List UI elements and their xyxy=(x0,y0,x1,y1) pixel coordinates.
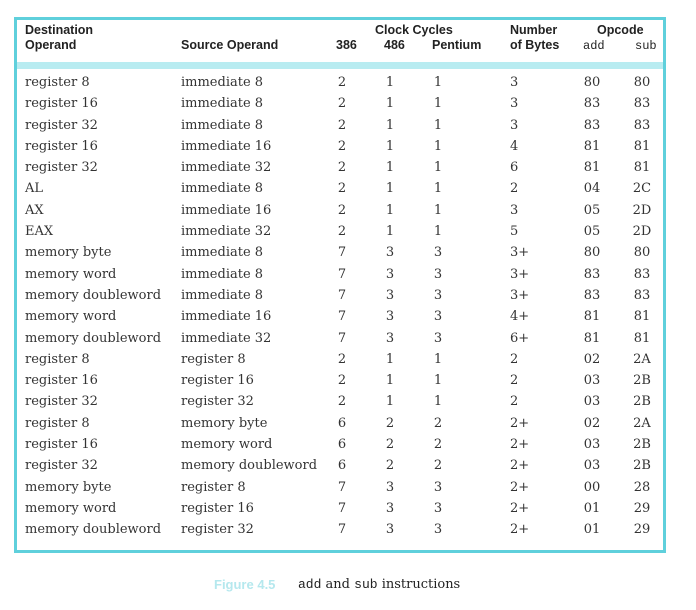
cycles-pentium-cell: 1 xyxy=(433,117,443,133)
opcode-add-cell: 03 xyxy=(583,458,601,474)
cycles-486-cell: 3 xyxy=(385,479,395,495)
table-row xyxy=(17,72,663,93)
bytes-cell: 2+ xyxy=(510,437,530,453)
opcode-sub-cell: 83 xyxy=(633,266,651,282)
bytes-cell: 3 xyxy=(510,117,519,133)
cycles-486-cell: 2 xyxy=(385,437,395,453)
dest-cell: register 8 xyxy=(25,351,90,367)
cycles-pentium-cell: 1 xyxy=(433,373,443,389)
source-cell: register 16 xyxy=(181,373,254,389)
source-cell: immediate 32 xyxy=(181,330,272,346)
table-row xyxy=(17,434,663,455)
cycles-386-cell: 2 xyxy=(337,75,347,90)
opcode-sub-cell: 83 xyxy=(633,287,651,303)
header-destination xyxy=(25,23,93,53)
source-cell: memory word xyxy=(181,437,273,453)
cycles-pentium-cell: 3 xyxy=(433,330,443,346)
source-cell: register 8 xyxy=(181,351,246,367)
cycles-pentium-cell: 3 xyxy=(433,309,443,325)
header-opcode: Opcode xyxy=(597,23,644,37)
cycles-486-cell: 3 xyxy=(385,287,395,303)
cycles-386-cell: 2 xyxy=(337,117,347,133)
table-row xyxy=(17,115,663,136)
cycles-pentium-cell: 2 xyxy=(433,458,443,474)
bytes-cell: 3 xyxy=(510,202,519,218)
cycles-pentium-cell: 1 xyxy=(433,138,443,154)
table-row xyxy=(17,349,663,370)
source-cell: immediate 8 xyxy=(181,75,264,90)
table-row xyxy=(17,455,663,476)
cycles-486-cell: 1 xyxy=(385,160,395,176)
opcode-sub-cell: 83 xyxy=(633,117,651,133)
dest-cell: register 16 xyxy=(25,138,98,154)
source-cell: immediate 8 xyxy=(181,287,264,303)
table-row xyxy=(17,519,663,540)
opcode-add-cell: 01 xyxy=(583,500,601,516)
table-row xyxy=(17,328,663,349)
figure-label: Figure 4.5 xyxy=(214,577,276,592)
table-row xyxy=(17,477,663,498)
table-row xyxy=(17,498,663,519)
source-cell: immediate 8 xyxy=(181,245,264,261)
cycles-386-cell: 2 xyxy=(337,96,347,112)
opcode-add-cell: 00 xyxy=(583,479,601,495)
opcode-add-cell: 83 xyxy=(583,287,601,303)
cycles-486-cell: 3 xyxy=(385,500,395,516)
header-opcode-sub: sub xyxy=(635,39,657,53)
caption-sub: sub xyxy=(354,577,378,592)
bytes-cell: 3 xyxy=(510,75,519,90)
opcode-sub-cell: 2B xyxy=(633,458,651,474)
dest-cell: register 32 xyxy=(25,160,98,176)
cycles-386-cell: 2 xyxy=(337,181,347,197)
source-cell: immediate 16 xyxy=(181,309,272,325)
bytes-cell: 6+ xyxy=(510,330,530,346)
cycles-pentium-cell: 1 xyxy=(433,75,443,90)
cycles-386-cell: 2 xyxy=(337,202,347,218)
opcode-add-cell: 81 xyxy=(583,330,601,346)
cycles-pentium-cell: 3 xyxy=(433,287,443,303)
cycles-486-cell: 1 xyxy=(385,138,395,154)
opcode-sub-cell: 80 xyxy=(633,75,651,90)
source-cell: immediate 8 xyxy=(181,117,264,133)
opcode-sub-cell: 2B xyxy=(633,394,651,410)
header-opcode-add: add xyxy=(583,39,605,53)
opcode-add-cell: 83 xyxy=(583,96,601,112)
cycles-486-cell: 2 xyxy=(385,458,395,474)
caption-and: and xyxy=(325,577,350,592)
opcode-add-cell: 03 xyxy=(583,394,601,410)
opcode-add-cell: 83 xyxy=(583,266,601,282)
table-row xyxy=(17,93,663,114)
dest-cell: register 32 xyxy=(25,458,98,474)
header-source: Source Operand xyxy=(181,38,279,52)
opcode-add-cell: 02 xyxy=(583,415,601,431)
cycles-486-cell: 1 xyxy=(385,117,395,133)
source-cell: immediate 8 xyxy=(181,181,264,197)
dest-cell: register 16 xyxy=(25,373,98,389)
opcode-add-cell: 80 xyxy=(583,75,601,90)
cycles-pentium-cell: 3 xyxy=(433,266,443,282)
cycles-386-cell: 2 xyxy=(337,160,347,176)
cycles-pentium-cell: 1 xyxy=(433,202,443,218)
bytes-cell: 2+ xyxy=(510,500,530,516)
header-destination-line1: Destination xyxy=(25,23,94,37)
opcode-sub-cell: 81 xyxy=(633,309,651,325)
bytes-cell: 3+ xyxy=(510,266,530,282)
dest-cell: memory doubleword xyxy=(25,330,162,346)
table-row xyxy=(17,157,663,178)
bytes-cell: 3+ xyxy=(510,287,530,303)
opcode-sub-cell: 28 xyxy=(633,479,651,495)
source-cell: register 32 xyxy=(181,522,254,538)
opcode-sub-cell: 2A xyxy=(633,415,651,431)
table-row xyxy=(17,136,663,157)
header-pentium: Pentium xyxy=(432,38,482,52)
dest-cell: AX xyxy=(25,202,44,218)
opcode-sub-cell: 2B xyxy=(633,437,651,453)
table-row xyxy=(17,285,663,306)
source-cell: memory doubleword xyxy=(181,458,318,474)
opcode-sub-cell: 29 xyxy=(633,500,651,516)
bytes-cell: 6 xyxy=(510,160,519,176)
dest-cell: register 16 xyxy=(25,437,98,453)
cycles-386-cell: 7 xyxy=(337,330,347,346)
dest-cell: memory word xyxy=(25,266,117,282)
source-cell: register 16 xyxy=(181,500,254,516)
cycles-386-cell: 2 xyxy=(337,224,347,240)
opcode-sub-cell: 29 xyxy=(633,522,651,538)
bytes-cell: 2 xyxy=(510,373,519,389)
cycles-pentium-cell: 1 xyxy=(433,351,443,367)
cycles-pentium-cell: 1 xyxy=(433,96,443,112)
opcode-add-cell: 04 xyxy=(583,181,601,197)
opcode-add-cell: 05 xyxy=(583,224,601,240)
dest-cell: register 8 xyxy=(25,75,90,90)
opcode-add-cell: 81 xyxy=(583,160,601,176)
instruction-table xyxy=(14,17,666,553)
bytes-cell: 2+ xyxy=(510,415,530,431)
cycles-486-cell: 3 xyxy=(385,266,395,282)
cycles-486-cell: 1 xyxy=(385,373,395,389)
dest-cell: register 32 xyxy=(25,394,98,410)
dest-cell: memory doubleword xyxy=(25,287,162,303)
bytes-cell: 3 xyxy=(510,96,519,112)
source-cell: memory byte xyxy=(181,415,268,431)
cycles-pentium-cell: 1 xyxy=(433,181,443,197)
cycles-386-cell: 7 xyxy=(337,287,347,303)
cycles-486-cell: 1 xyxy=(385,75,395,90)
source-cell: immediate 8 xyxy=(181,96,264,112)
opcode-sub-cell: 81 xyxy=(633,138,651,154)
cycles-386-cell: 7 xyxy=(337,266,347,282)
cycles-pentium-cell: 1 xyxy=(433,160,443,176)
caption-add: add xyxy=(298,577,322,592)
cycles-386-cell: 2 xyxy=(337,394,347,410)
cycles-486-cell: 2 xyxy=(385,415,395,431)
source-cell: immediate 16 xyxy=(181,202,272,218)
cycles-pentium-cell: 3 xyxy=(433,245,443,261)
cycles-386-cell: 2 xyxy=(337,373,347,389)
dest-cell: register 32 xyxy=(25,117,98,133)
opcode-sub-cell: 2D xyxy=(632,224,652,240)
cycles-486-cell: 3 xyxy=(385,309,395,325)
cycles-386-cell: 7 xyxy=(337,522,347,538)
cycles-pentium-cell: 2 xyxy=(433,437,443,453)
dest-cell: register 16 xyxy=(25,96,98,112)
source-cell: register 32 xyxy=(181,394,254,410)
dest-cell: register 8 xyxy=(25,415,90,431)
dest-cell: memory word xyxy=(25,309,117,325)
cycles-486-cell: 3 xyxy=(385,245,395,261)
table-row xyxy=(17,200,663,221)
opcode-sub-cell: 80 xyxy=(633,245,651,261)
source-cell: immediate 32 xyxy=(181,224,272,240)
cycles-486-cell: 1 xyxy=(385,224,395,240)
cycles-486-cell: 1 xyxy=(385,96,395,112)
cycles-pentium-cell: 1 xyxy=(433,224,443,240)
opcode-sub-cell: 2B xyxy=(633,373,651,389)
header-bytes-line2: of Bytes xyxy=(510,38,560,52)
header-bytes-line1: Number xyxy=(510,23,558,37)
opcode-add-cell: 81 xyxy=(583,138,601,154)
cycles-486-cell: 1 xyxy=(385,202,395,218)
cycles-pentium-cell: 1 xyxy=(433,394,443,410)
bytes-cell: 2 xyxy=(510,181,519,197)
header-386: 386 xyxy=(336,38,357,52)
table-row xyxy=(17,370,663,391)
dest-cell: memory byte xyxy=(25,245,112,261)
cycles-386-cell: 6 xyxy=(337,415,347,431)
cycles-386-cell: 7 xyxy=(337,500,347,516)
cycles-386-cell: 2 xyxy=(337,138,347,154)
cycles-486-cell: 1 xyxy=(385,351,395,367)
bytes-cell: 2+ xyxy=(510,522,530,538)
caption-instructions: instructions xyxy=(381,577,461,592)
table-row xyxy=(17,391,663,412)
opcode-add-cell: 81 xyxy=(583,309,601,325)
table-row xyxy=(17,242,663,263)
opcode-add-cell: 02 xyxy=(583,351,601,367)
bytes-cell: 2 xyxy=(510,351,519,367)
opcode-add-cell: 01 xyxy=(583,522,601,538)
dest-cell: memory doubleword xyxy=(25,522,162,538)
header-clock-cycles: Clock Cycles xyxy=(375,23,453,37)
opcode-sub-cell: 81 xyxy=(633,330,651,346)
source-cell: immediate 16 xyxy=(181,138,272,154)
bytes-cell: 4 xyxy=(510,138,519,154)
table-row xyxy=(17,306,663,327)
cycles-pentium-cell: 3 xyxy=(433,479,443,495)
cycles-pentium-cell: 3 xyxy=(433,500,443,516)
opcode-sub-cell: 2D xyxy=(632,202,652,218)
dest-cell: EAX xyxy=(25,224,54,240)
opcode-sub-cell: 83 xyxy=(633,96,651,112)
opcode-sub-cell: 81 xyxy=(633,160,651,176)
cycles-386-cell: 6 xyxy=(337,458,347,474)
opcode-add-cell: 83 xyxy=(583,117,601,133)
dest-cell: memory word xyxy=(25,500,117,516)
bytes-cell: 5 xyxy=(510,224,519,240)
cycles-486-cell: 1 xyxy=(385,181,395,197)
opcode-add-cell: 03 xyxy=(583,437,601,453)
table-header xyxy=(17,20,663,69)
cycles-386-cell: 7 xyxy=(337,479,347,495)
cycles-486-cell: 3 xyxy=(385,522,395,538)
opcode-add-cell: 05 xyxy=(583,202,601,218)
bytes-cell: 2+ xyxy=(510,479,530,495)
cycles-386-cell: 7 xyxy=(337,309,347,325)
cycles-pentium-cell: 3 xyxy=(433,522,443,538)
cycles-486-cell: 1 xyxy=(385,394,395,410)
source-cell: immediate 8 xyxy=(181,266,264,282)
table-row xyxy=(17,178,663,199)
bytes-cell: 4+ xyxy=(510,309,530,325)
cycles-386-cell: 7 xyxy=(337,245,347,261)
table-body xyxy=(17,72,663,541)
table-row xyxy=(17,264,663,285)
dest-cell: memory byte xyxy=(25,479,112,495)
cycles-386-cell: 2 xyxy=(337,351,347,367)
table-row xyxy=(17,221,663,242)
caption-text xyxy=(298,577,460,592)
opcode-sub-cell: 2C xyxy=(632,181,652,197)
table-row xyxy=(17,413,663,434)
cycles-pentium-cell: 2 xyxy=(433,415,443,431)
header-bytes xyxy=(510,23,559,53)
source-cell: register 8 xyxy=(181,479,246,495)
bytes-cell: 2+ xyxy=(510,458,530,474)
source-cell: immediate 32 xyxy=(181,160,272,176)
cycles-486-cell: 3 xyxy=(385,330,395,346)
bytes-cell: 2 xyxy=(510,394,519,410)
header-486: 486 xyxy=(384,38,405,52)
opcode-add-cell: 80 xyxy=(583,245,601,261)
cycles-386-cell: 6 xyxy=(337,437,347,453)
header-destination-line2: Operand xyxy=(25,38,77,52)
opcode-add-cell: 03 xyxy=(583,373,601,389)
dest-cell: AL xyxy=(25,181,44,197)
bytes-cell: 3+ xyxy=(510,245,530,261)
opcode-sub-cell: 2A xyxy=(633,351,651,367)
